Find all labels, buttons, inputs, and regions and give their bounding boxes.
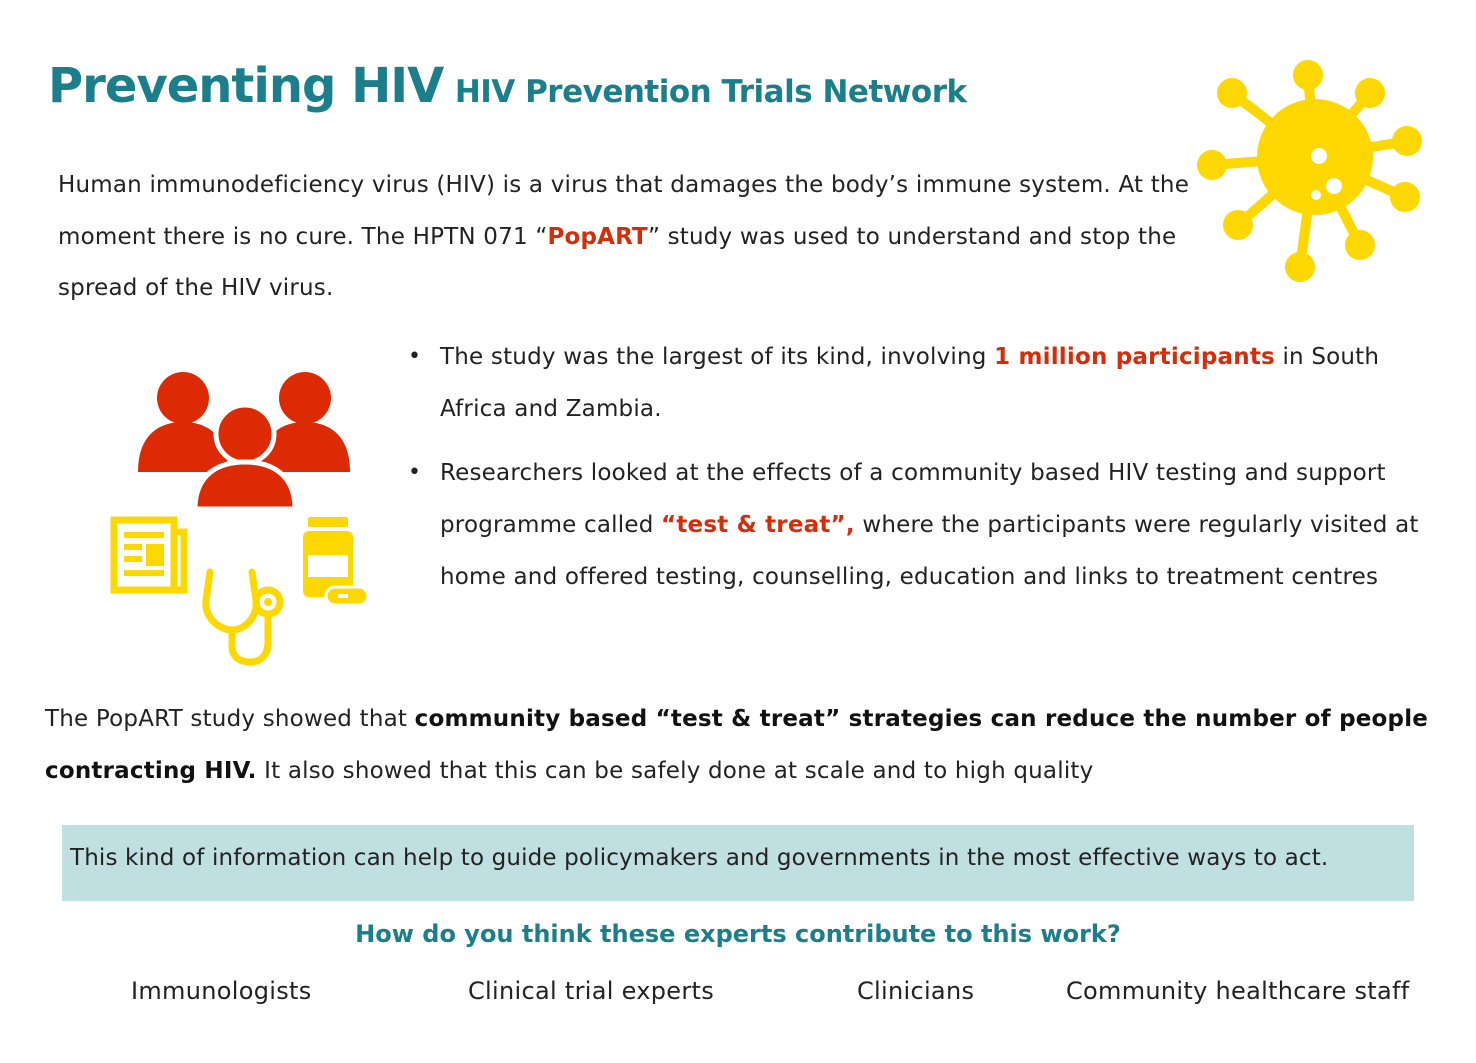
expert-clinical-trial: Clinical trial experts [468, 977, 715, 1005]
bullet-text-start: Researchers looked at the effects of a community based HIV testing and support programme called [440, 460, 1386, 538]
conclusion-paragraph [45, 693, 1445, 797]
medicine-bottle-icon [300, 515, 370, 607]
bullet-text-end: where the participants were regularly visited at home and offered testing, counselling, education and links to treatment centres [440, 512, 1419, 590]
document-icon [108, 514, 190, 596]
popart-highlight: PopART [547, 223, 648, 250]
conclusion-start: The PopART study showed that [45, 706, 415, 732]
bullet-text-start: The study was the largest of its kind, involving [440, 344, 995, 370]
title-main: Preventing HIV [48, 58, 444, 114]
page-title [48, 58, 967, 114]
participants-highlight: 1 million participants [994, 344, 1275, 370]
bullet-marker: • [408, 344, 422, 369]
bullet-marker: • [408, 460, 422, 485]
conclusion-end: It also showed that this can be safely done at scale and to high quality [256, 758, 1094, 784]
intro-paragraph [58, 160, 1198, 315]
virus-icon [1190, 55, 1430, 300]
title-subtitle: HIV Prevention Trials Network [454, 74, 967, 110]
intro-text-start: Human immunodeficiency virus (HIV) is a virus that damages the body’s immune system. At the moment there is no cure. The HPTN 071 “ [58, 172, 1190, 250]
expert-immunologists: Immunologists [131, 977, 312, 1005]
list-item [404, 331, 1444, 435]
bullet-text-end: in South Africa and Zambia. [440, 344, 1380, 422]
callout-text: This kind of information can help to guide policymakers and governments in the most effective ways to act. [70, 845, 1329, 871]
conclusion-bold: community based “test & treat” strategies can reduce the number of people contracting HIV. [45, 706, 1429, 784]
findings-list [404, 331, 1444, 615]
test-treat-highlight: “test & treat”, [661, 512, 855, 538]
expert-clinicians: Clinicians [857, 977, 975, 1005]
stethoscope-icon [200, 562, 290, 668]
expert-community-staff: Community healthcare staff [1066, 977, 1410, 1005]
list-item [404, 447, 1444, 603]
experts-question: How do you think these experts contribute to this work? [355, 920, 1121, 948]
intro-text-end: ” study was used to understand and stop the spread of the HIV virus. [58, 223, 1177, 301]
callout-box [62, 825, 1414, 901]
people-group-icon [135, 372, 355, 512]
